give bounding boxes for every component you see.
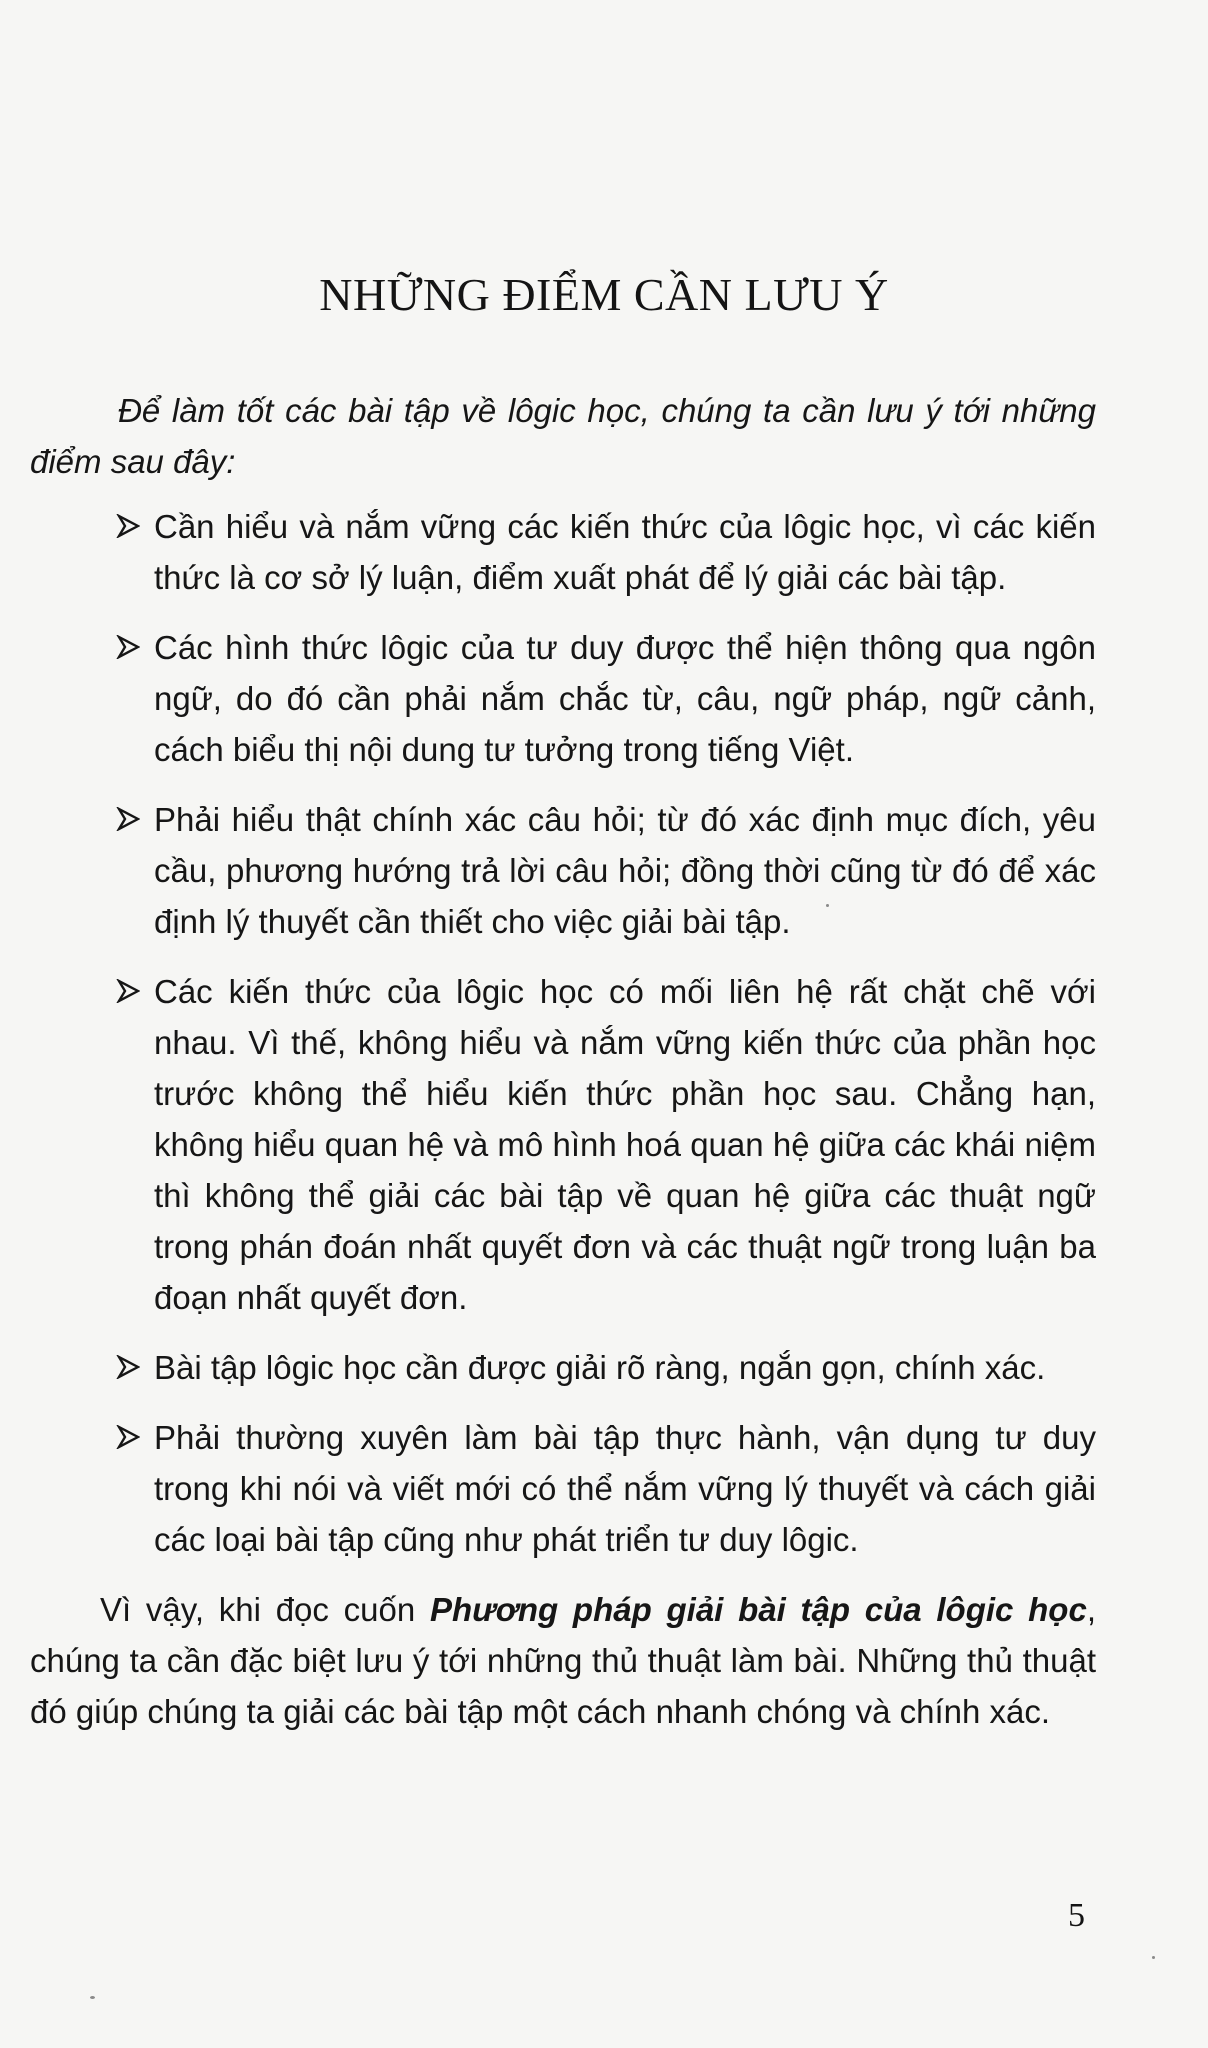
page-title: NHỮNG ĐIỂM CẦN LƯU Ý [319, 269, 889, 320]
list-item [30, 794, 1096, 947]
list-item-text: Bài tập lôgic học cần được giải rõ ràng, ngắn gọn, chính xác. [154, 1349, 1046, 1386]
list-item-text: Cần hiểu và nắm vững các kiến thức của lôgic học, vì các kiến thức là cơ sở lý luận, điểm xuất phát để lý giải các bài tập. [154, 508, 1096, 596]
list-item-text: Phải thường xuyên làm bài tập thực hành, vận dụng tư duy trong khi nói và viết mới có thể nắm vững lý thuyết và cách giải các loại bài tập cũng như phát triển tư duy lôgic. [154, 1419, 1096, 1558]
print-speck [826, 904, 829, 907]
list-item [30, 622, 1096, 775]
arrowhead-bullet-icon [116, 1355, 140, 1379]
conclusion-text-before: Vì vậy, khi đọc cuốn [100, 1591, 430, 1628]
arrowhead-bullet-icon [116, 514, 140, 538]
conclusion-paragraph [30, 1584, 1096, 1737]
arrowhead-bullet-icon [116, 807, 140, 831]
arrowhead-bullet-icon [116, 979, 140, 1003]
page-body [30, 385, 1096, 1737]
list-item [30, 1342, 1096, 1393]
print-speck [90, 1996, 95, 1999]
intro-paragraph: Để làm tốt các bài tập về lôgic học, chúng ta cần lưu ý tới những điểm sau đây: [30, 392, 1096, 480]
list-item [30, 966, 1096, 1323]
conclusion-text-after: , chúng ta cần đặc biệt lưu ý tới những thủ thuật làm bài. Những thủ thuật đó giúp chúng ta giải các bài tập một cách nhanh chóng và chính xác. [30, 1591, 1096, 1730]
list-item-text: Các kiến thức của lôgic học có mối liên hệ rất chặt chẽ với nhau. Vì thế, không hiểu và nắm vững kiến thức của phần học trước không thể hiểu kiến thức phần học sau. Chẳng hạn, không hiểu quan hệ và mô hình hoá quan hệ giữa các khái niệm thì không thể giải các bài tập về quan hệ giữa các thuật ngữ trong phán đoán nhất quyết đơn và các thuật ngữ trong luận ba đoạn nhất quyết đơn. [154, 973, 1096, 1316]
list-item-text: Phải hiểu thật chính xác câu hỏi; từ đó xác định mục đích, yêu cầu, phương hướng trả lời câu hỏi; đồng thời cũng từ đó để xác định lý thuyết cần thiết cho việc giải bài tập. [154, 801, 1096, 940]
list-item-text: Các hình thức lôgic của tư duy được thể hiện thông qua ngôn ngữ, do đó cần phải nắm chắc từ, câu, ngữ pháp, ngữ cảnh, cách biểu thị nội dung tư tưởng trong tiếng Việt. [154, 629, 1096, 768]
page-number: 5 [1068, 1897, 1085, 1934]
book-title-emphasis: Phương pháp giải bài tập của lôgic học [429, 1591, 1087, 1628]
bullet-list [30, 501, 1096, 1565]
arrowhead-bullet-icon [116, 1425, 140, 1449]
arrowhead-bullet-icon [116, 635, 140, 659]
print-speck [1152, 1956, 1155, 1959]
list-item [30, 501, 1096, 603]
list-item [30, 1412, 1096, 1565]
